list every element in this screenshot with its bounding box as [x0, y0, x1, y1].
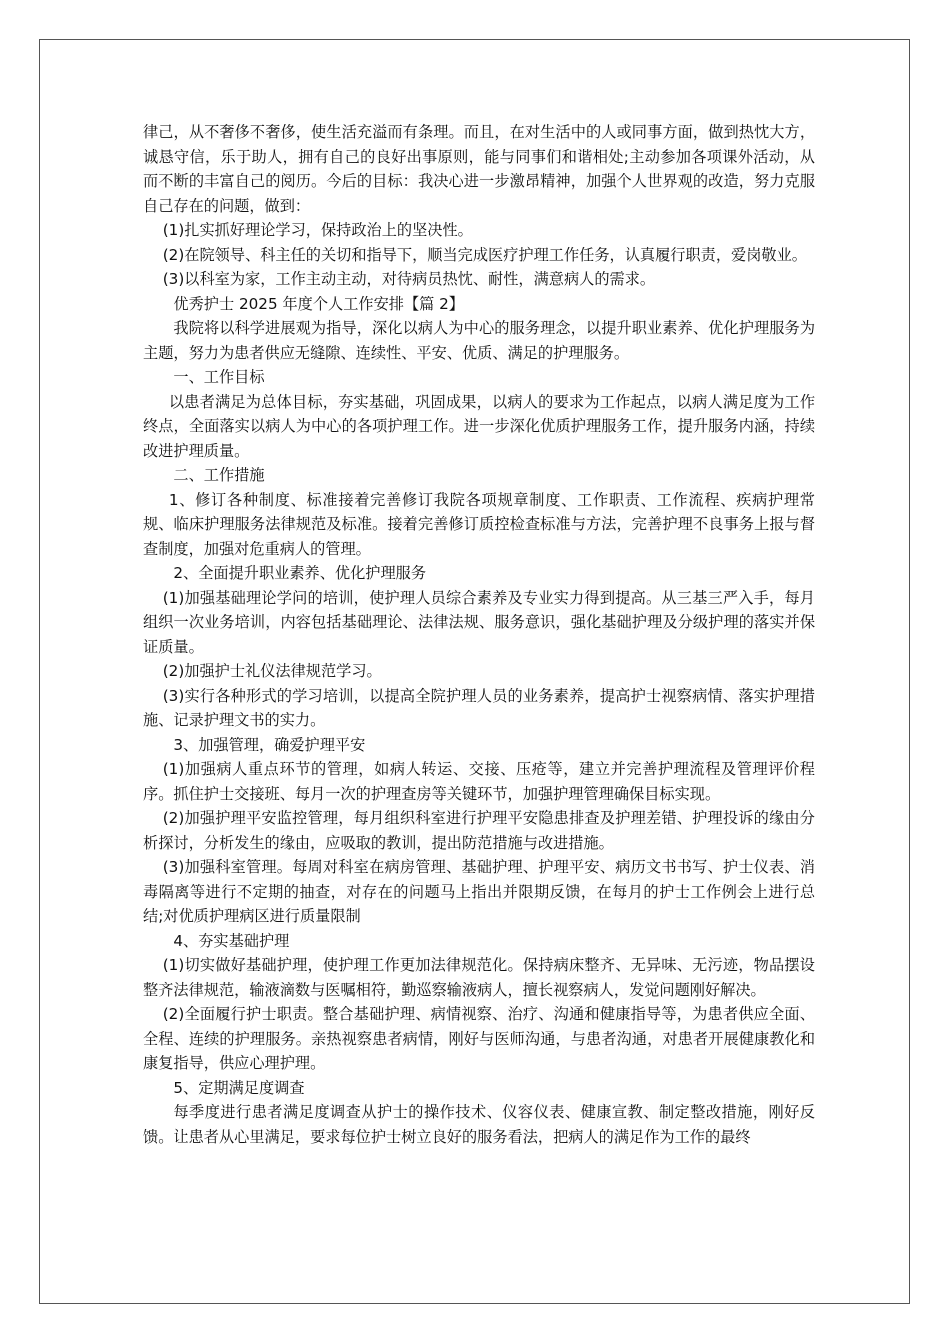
list-item: (1)加强病人重点环节的管理，如病人转运、交接、压疮等，建立并完善护理流程及管理评价程序。抓住护士交接班、每月一次的护理查房等关键环节，加强护理管理确保目标实现。 — [143, 760, 815, 803]
list-item: (1)扎实抓好理论学习，保持政治上的坚决性。 — [162, 221, 473, 239]
paragraph: 1、修订各种制度、标准接着完善修订我院各项规章制度、工作职责、工作流程、疾病护理常规、临床护理服务法律规范及标准。接着完善修订质控检查标准与方法，完善护理不良事务上报与督查制度，加强对危重病人的管理。 — [143, 490, 815, 558]
subsection-heading: 2、全面提升职业素养、优化护理服务 — [173, 564, 427, 582]
subsection-heading: 5、定期满足度调查 — [173, 1078, 305, 1097]
list-item: (2)加强护士礼仪法律规范学习。 — [162, 662, 382, 680]
paragraph: 我院将以科学进展观为指导，深化以病人为中心的服务理念，以提升职业素养、优化护理服务为主题，努力为患者供应无缝隙、连续性、平安、优质、满足的护理服务。 — [143, 319, 815, 362]
section-heading: 二、工作措施 — [173, 466, 265, 484]
list-item: (3)实行各种形式的学习培训，以提高全院护理人员的业务素养，提高护士视察病情、落实护理措施、记录护理文书的实力。 — [143, 686, 815, 729]
paragraph: 律己，从不奢侈不奢侈，使生活充溢而有条理。而且，在对生活中的人或同事方面，做到热忱大方，诚恳守信，乐于助人，拥有自己的良好出事原则，能与同事们和谐相处;主动参加各项课外活动，从而不断的丰富自己的阅历。今后的目标：我决心进一步激昂精神，加强个人世界观的改造，努力克服自己存在的问题，做到： — [143, 123, 815, 215]
subsection-heading: 4、夯实基础护理 — [173, 931, 290, 950]
document-body — [143, 120, 815, 1149]
list-item: (2)加强护理平安监控管理，每月组织科室进行护理平安隐患排查及护理差错、护理投诉的缘由分析探讨，分析发生的缘由，应吸取的教训，提出防范措施与改进措施。 — [143, 809, 815, 852]
paragraph: 以患者满足为总体目标，夯实基础，巩固成果，以病人的要求为工作起点，以病人满足度为工作终点，全面落实以病人为中心的各项护理工作。进一步深化优质护理服务工作，提升服务内涵，持续改进护理质量。 — [143, 392, 815, 460]
list-item: (1)切实做好基础护理，使护理工作更加法律规范化。保持病床整齐、无异味、无污迹，物品摆设整齐法律规范，输液滴数与医嘱相符，勤巡察输液病人，擅长视察病人，发觉问题刚好解决。 — [143, 956, 815, 999]
subsection-heading: 3、加强管理，确爱护理平安 — [173, 735, 366, 754]
list-item: (2)全面履行护士职责。整合基础护理、病情视察、治疗、沟通和健康指导等，为患者供应全面、全程、连续的护理服务。亲热视察患者病情，刚好与医师沟通，与患者沟通，对患者开展健康教化和康复指导，供应心理护理。 — [143, 1005, 815, 1072]
list-item: (2)在院领导、科主任的关切和指导下，顺当完成医疗护理工作任务，认真履行职责，爱岗敬业。 — [162, 245, 807, 264]
section-title: 优秀护士 2025 年度个人工作安排【篇 2】 — [173, 294, 464, 313]
list-item: (1)加强基础理论学问的培训，使护理人员综合素养及专业实力得到提高。从三基三严入手，每月组织一次业务培训，内容包括基础理论、法律法规、服务意识，强化基础护理及分级护理的落实并保证质量。 — [143, 588, 815, 656]
section-heading: 一、工作目标 — [173, 368, 265, 386]
paragraph: 每季度进行患者满足度调查从护士的操作技术、仪容仪表、健康宣教、制定整改措施，刚好反馈。让患者从心里满足，要求每位护士树立良好的服务看法，把病人的满足作为工作的最终 — [143, 1103, 815, 1146]
list-item: (3)加强科室管理。每周对科室在病房管理、基础护理、护理平安、病历文书书写、护士仪表、消毒隔离等进行不定期的抽查，对存在的问题马上指出并限期反馈，在每月的护士工作例会上进行总结;对优质护理病区进行质量限制 — [143, 858, 815, 925]
list-item: (3)以科室为家，工作主动主动，对待病员热忱、耐性，满意病人的需求。 — [162, 270, 656, 288]
